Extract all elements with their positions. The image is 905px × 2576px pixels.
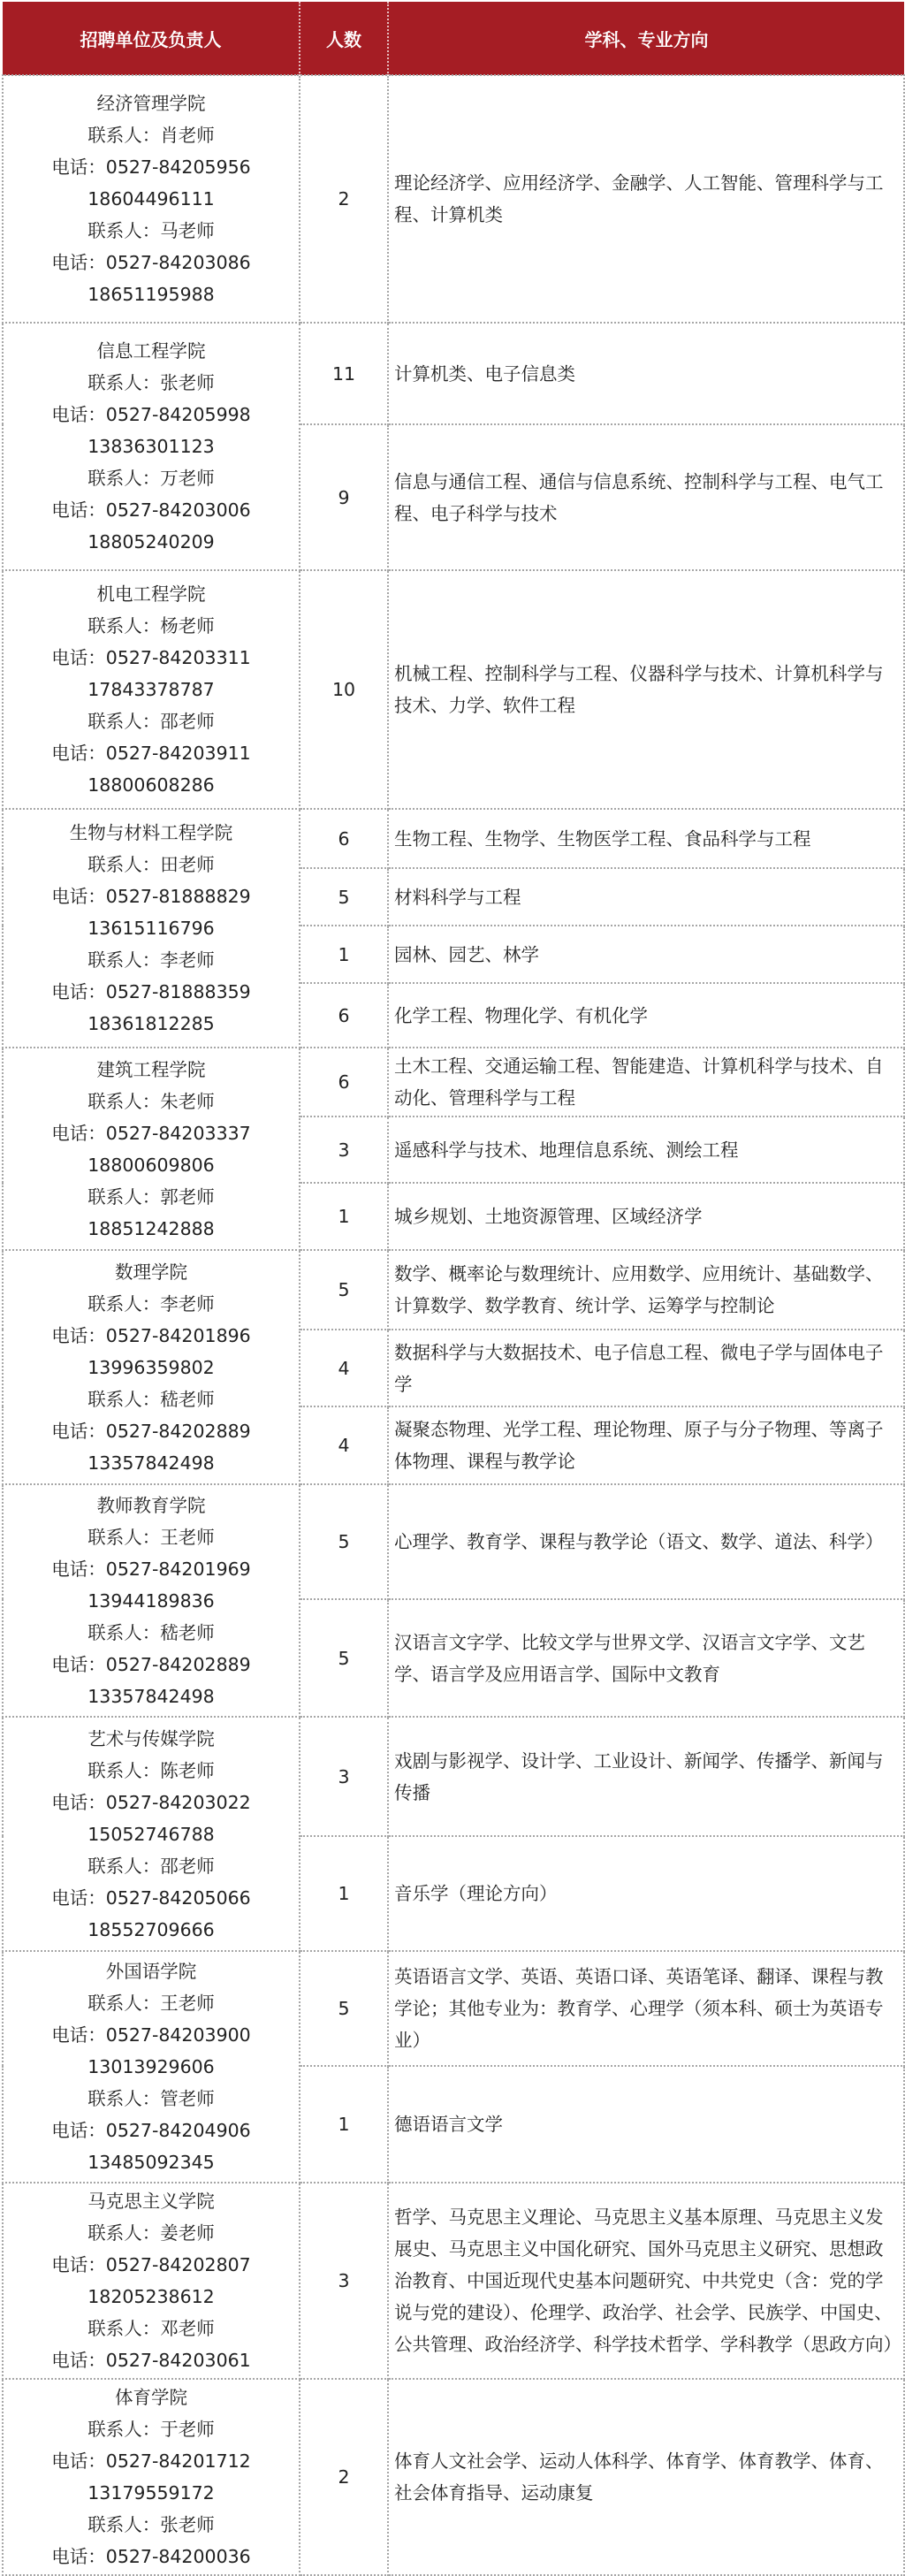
unit-contact-line: 电话：0527-81888359	[51, 981, 251, 1002]
count-cell: 11	[300, 323, 388, 424]
unit-contact-line: 18805240209	[87, 531, 215, 553]
unit-contact-line: 13996359802	[87, 1356, 215, 1378]
unit-contact-line: 电话：0527-84200036	[51, 2546, 251, 2567]
major-cell: 音乐学（理论方向）	[388, 1836, 904, 1951]
unit-contact-line: 电话：0527-84203061	[51, 2350, 251, 2371]
major-cell: 理论经济学、应用经济学、金融学、人工智能、管理科学与工程、计算机类	[388, 75, 904, 323]
unit-contact-line: 联系人：李老师	[87, 949, 215, 971]
count-cell: 3	[300, 1717, 388, 1836]
count-cell: 5	[300, 868, 388, 926]
unit-cell	[3, 2183, 300, 2379]
table-row	[3, 1484, 904, 1599]
unit-contact-line: 18604496111	[87, 188, 215, 210]
table-row	[3, 75, 904, 323]
major-cell: 生物工程、生物学、生物医学工程、食品科学与工程	[388, 809, 904, 868]
unit-contact-line: 13836301123	[87, 436, 215, 457]
count-cell: 5	[300, 1951, 388, 2066]
recruitment-table	[2, 2, 905, 2576]
unit-contact-line: 13357842498	[87, 1685, 215, 1707]
unit-contact-line: 18851242888	[87, 1217, 215, 1239]
unit-cell	[3, 1484, 300, 1717]
table-row	[3, 2183, 904, 2379]
table-row	[3, 570, 904, 809]
major-cell: 心理学、教育学、课程与教学论（语文、数学、道法、科学）	[388, 1484, 904, 1599]
count-cell: 4	[300, 1330, 388, 1406]
unit-contact-line: 联系人：朱老师	[87, 1090, 215, 1112]
table-row	[3, 1048, 904, 1117]
count-cell: 10	[300, 570, 388, 809]
major-cell: 城乡规划、土地资源管理、区域经济学	[388, 1183, 904, 1250]
major-cell: 体育人文社会学、运动人体科学、体育学、体育教学、体育、社会体育指导、运动康复	[388, 2379, 904, 2575]
major-cell: 哲学、马克思主义理论、马克思主义基本原理、马克思主义发展史、马克思主义中国化研究、国外马克思主义研究、思想政治教育、中国近现代史基本问题研究、中共党史（含：党的学说与党的建设）、伦理学、政治学、社会学、民族学、中国史、公共管理、政治经济学、科学技术哲学、学科教学（思政方向）	[388, 2183, 904, 2379]
unit-contact-line: 联系人：张老师	[87, 2514, 215, 2535]
major-cell: 遥感科学与技术、地理信息系统、测绘工程	[388, 1117, 904, 1183]
count-cell: 6	[300, 1048, 388, 1117]
unit-name: 艺术与传媒学院	[87, 1727, 215, 1749]
major-cell: 凝聚态物理、光学工程、理论物理、原子与分子物理、等离子体物理、课程与教学论	[388, 1406, 904, 1484]
count-cell: 5	[300, 1250, 388, 1330]
count-cell: 9	[300, 424, 388, 570]
unit-contact-line: 15052746788	[87, 1823, 215, 1845]
count-cell: 4	[300, 1406, 388, 1484]
unit-cell	[3, 809, 300, 1048]
unit-cell	[3, 2379, 300, 2575]
count-cell: 6	[300, 983, 388, 1048]
unit-name: 信息工程学院	[96, 340, 206, 362]
unit-contact-line: 联系人：肖老师	[87, 125, 215, 146]
major-cell: 汉语言文字学、比较文学与世界文学、汉语言文字学、文艺学、语言学及应用语言学、国际中文教育	[388, 1599, 904, 1717]
major-cell: 戏剧与影视学、设计学、工业设计、新闻学、传播学、新闻与传播	[388, 1717, 904, 1836]
unit-contact-line: 电话：0527-84203337	[51, 1122, 251, 1144]
unit-cell	[3, 570, 300, 809]
unit-contact-line: 电话：0527-84205956	[51, 156, 251, 178]
major-cell: 德语语言文学	[388, 2066, 904, 2183]
count-cell: 1	[300, 2066, 388, 2183]
unit-contact-line: 联系人：郭老师	[87, 1185, 215, 1208]
unit-contact-line: 电话：0527-84201896	[51, 1324, 251, 1346]
table-row	[3, 1250, 904, 1330]
unit-name: 机电工程学院	[96, 583, 206, 605]
major-cell: 化学工程、物理化学、有机化学	[388, 983, 904, 1048]
unit-contact-line: 电话：0527-84203022	[51, 1791, 251, 1813]
unit-contact-line: 联系人：管老师	[87, 2088, 215, 2109]
count-cell: 1	[300, 926, 388, 983]
major-cell: 信息与通信工程、通信与信息系统、控制科学与工程、电气工程、电子科学与技术	[388, 424, 904, 570]
unit-contact-line: 13615116796	[87, 918, 215, 939]
major-cell: 园林、园艺、林学	[388, 926, 904, 983]
unit-contact-line: 联系人：姜老师	[87, 2222, 215, 2244]
count-cell: 3	[300, 2183, 388, 2379]
table-header-row	[3, 2, 904, 75]
unit-contact-line: 联系人：万老师	[87, 468, 215, 489]
unit-contact-line: 联系人：马老师	[87, 220, 215, 241]
unit-contact-line: 联系人：陈老师	[87, 1759, 215, 1781]
unit-name: 经济管理学院	[96, 93, 206, 114]
unit-contact-line: 联系人：李老师	[87, 1292, 215, 1315]
major-cell: 计算机类、电子信息类	[388, 323, 904, 424]
unit-contact-line: 联系人：嵇老师	[87, 1621, 215, 1643]
unit-cell	[3, 75, 300, 323]
major-cell: 数据科学与大数据技术、电子信息工程、微电子学与固体电子学	[388, 1330, 904, 1406]
unit-contact-line: 联系人：邵老师	[87, 711, 215, 732]
unit-contact-line: 联系人：王老师	[87, 1526, 215, 1548]
table-row	[3, 809, 904, 868]
unit-contact-line: 电话：0527-81888829	[51, 886, 251, 907]
unit-contact-line: 电话：0527-84203911	[51, 743, 251, 764]
unit-contact-line: 联系人：王老师	[87, 1993, 215, 2014]
unit-contact-line: 联系人：张老师	[87, 372, 215, 393]
unit-contact-line: 电话：0527-84203006	[51, 499, 251, 521]
unit-contact-line: 电话：0527-84202807	[51, 2254, 251, 2275]
unit-contact-line: 13179559172	[87, 2482, 215, 2504]
unit-cell	[3, 323, 300, 570]
count-cell: 2	[300, 2379, 388, 2575]
count-cell: 1	[300, 1836, 388, 1951]
unit-contact-line: 13485092345	[87, 2152, 215, 2173]
unit-cell	[3, 1250, 300, 1484]
header-major: 学科、专业方向	[388, 2, 904, 75]
unit-contact-line: 电话：0527-84202889	[51, 1653, 251, 1675]
table-row	[3, 2379, 904, 2575]
unit-contact-line: 18552709666	[87, 1918, 215, 1940]
unit-contact-line: 电话：0527-84205998	[51, 404, 251, 425]
unit-name: 教师教育学院	[96, 1494, 206, 1516]
unit-name: 体育学院	[115, 2387, 187, 2408]
count-cell: 2	[300, 75, 388, 323]
unit-contact-line: 电话：0527-84201712	[51, 2450, 251, 2472]
table-row	[3, 1717, 904, 1836]
unit-contact-line: 电话：0527-84203900	[51, 2024, 251, 2046]
unit-contact-line: 18800608286	[87, 774, 215, 796]
unit-cell	[3, 1951, 300, 2183]
major-cell: 土木工程、交通运输工程、智能建造、计算机科学与技术、自动化、管理科学与工程	[388, 1048, 904, 1117]
unit-name: 数理学院	[115, 1261, 187, 1283]
unit-contact-line: 电话：0527-84203311	[51, 647, 251, 668]
unit-contact-line: 18651195988	[87, 284, 215, 305]
count-cell: 3	[300, 1117, 388, 1183]
major-cell: 英语语言文学、英语、英语口译、英语笔译、翻译、课程与教学论；其他专业为：教育学、心理学（须本科、硕士为英语专业）	[388, 1951, 904, 2066]
unit-contact-line: 联系人：邵老师	[87, 1855, 215, 1877]
unit-cell	[3, 1717, 300, 1951]
unit-contact-line: 联系人：嵇老师	[87, 1388, 215, 1410]
unit-contact-line: 13357842498	[87, 1452, 215, 1474]
unit-contact-line: 联系人：于老师	[87, 2419, 215, 2440]
unit-name: 马克思主义学院	[87, 2191, 215, 2212]
unit-cell	[3, 1048, 300, 1250]
unit-contact-line: 电话：0527-84203086	[51, 252, 251, 273]
unit-contact-line: 电话：0527-84205066	[51, 1886, 251, 1909]
count-cell: 6	[300, 809, 388, 868]
unit-contact-line: 18361812285	[87, 1013, 215, 1034]
major-cell: 数学、概率论与数理统计、应用数学、应用统计、基础数学、计算数学、数学教育、统计学、运筹学与控制论	[388, 1250, 904, 1330]
unit-contact-line: 联系人：邓老师	[87, 2318, 215, 2339]
count-cell: 1	[300, 1183, 388, 1250]
major-cell: 材料科学与工程	[388, 868, 904, 926]
header-unit: 招聘单位及负责人	[3, 2, 300, 75]
unit-name: 外国语学院	[105, 1961, 197, 1982]
unit-contact-line: 电话：0527-84204906	[51, 2120, 251, 2141]
unit-contact-line: 电话：0527-84201969	[51, 1558, 251, 1580]
unit-contact-line: 17843378787	[87, 679, 215, 700]
unit-contact-line: 13944189836	[87, 1589, 215, 1612]
unit-contact-line: 联系人：田老师	[87, 854, 215, 875]
unit-contact-line: 13013929606	[87, 2056, 215, 2077]
count-cell: 5	[300, 1599, 388, 1717]
unit-name: 生物与材料工程学院	[69, 822, 233, 843]
unit-contact-line: 联系人：杨老师	[87, 615, 215, 636]
table-row	[3, 1951, 904, 2066]
unit-name: 建筑工程学院	[96, 1058, 206, 1080]
table-row	[3, 323, 904, 424]
unit-contact-line: 电话：0527-84202889	[51, 1420, 251, 1442]
unit-contact-line: 18205238612	[87, 2286, 215, 2307]
unit-contact-line: 18800609806	[87, 1154, 215, 1176]
header-count: 人数	[300, 2, 388, 75]
count-cell: 5	[300, 1484, 388, 1599]
major-cell: 机械工程、控制科学与工程、仪器科学与技术、计算机科学与技术、力学、软件工程	[388, 570, 904, 809]
